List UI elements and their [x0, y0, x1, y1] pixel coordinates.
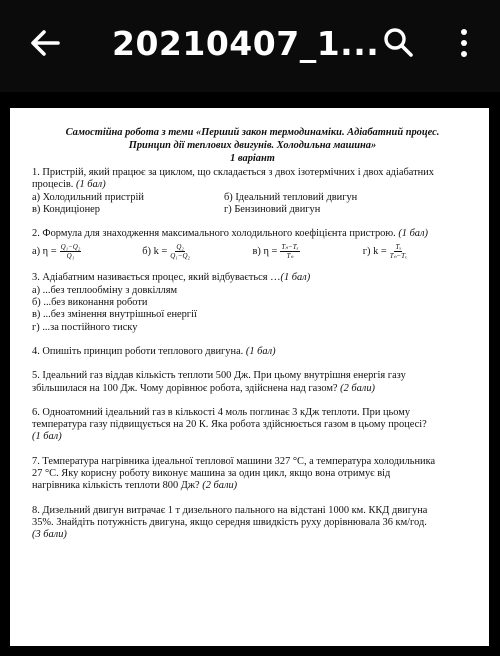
formula-d: г) k = $\frac{\text{Tₓ}}{\text{Tₙ−Tₓ}}$ — [362, 243, 408, 261]
back-arrow-icon[interactable] — [28, 26, 62, 60]
fraction: $\frac{\text{Q₁−Q₂}}{\text{Q₁}}$ — [60, 243, 81, 261]
app-bar — [0, 0, 500, 92]
option-a: а) Холодильний пристрій — [32, 191, 144, 203]
question-7: 7. Температура нагрівника ідеальної теплової машини 327 °С, а температура холодильника 27 °С. Яку корисну роботу виконує машина за один цикл, якщо вона отримує від нагрівника кількість теплоти 800 Дж? (2 бали) — [32, 455, 436, 492]
option-b: б) Ідеальний тепловий двигун — [224, 191, 358, 203]
formula-b: б) k = $\frac{\text{Q₂}}{\text{Q₁−Q₂}}$ — [142, 243, 190, 261]
option-a: а) ...без теплообміну з довкіллям — [32, 284, 178, 296]
option-c: в) ...без змінення внутрішньої енергії — [32, 309, 197, 321]
file-title: 20210407_1... — [112, 24, 380, 63]
formula-a: а) η = $\frac{\text{Q₁−Q₂}}{\text{Q₁}}$ — [32, 243, 81, 261]
option-d: г) ...за постійного тиску — [32, 321, 138, 333]
formula-c: в) η = $\frac{\text{Tₙ−Tₓ}}{\text{Tₙ}}$ — [252, 243, 299, 261]
search-icon[interactable] — [382, 26, 414, 58]
question-5: 5. Ідеальний газ віддав кількість теплоти 500 Дж. При цьому внутрішня енергія газу збільшилася на 100 Дж. Чому дорівнює робота, здійснена над газом? (2 бали) — [32, 370, 406, 394]
question-4: 4. Опишіть принцип роботи теплового двигуна. (1 бал) — [32, 345, 276, 357]
header-title-line1: Самостійна робота з теми «Перший закон термодинаміки. Адіабатний процес. — [65, 127, 440, 138]
document-header — [32, 126, 473, 165]
question-2-options — [32, 243, 473, 260]
fraction: $\frac{\text{Tₓ}}{\text{Tₙ−Tₓ}}$ — [389, 243, 408, 261]
header-variant: 1 варіант — [230, 153, 275, 164]
option-d: г) Бензиновий двигун — [224, 203, 321, 215]
document-page — [10, 108, 489, 646]
fraction: $\frac{\text{Tₙ−Tₓ}}{\text{Tₙ}}$ — [281, 243, 299, 261]
more-vert-icon[interactable] — [458, 28, 470, 58]
question-6: 6. Одноатомний ідеальний газ в кількості 4 моль поглинає 3 кДж теплоти. При цьому температура газу підвищується на 20 К. Яка робота здійснюється газом в цьому процесі? (1 бал) — [32, 406, 427, 443]
question-2: 2. Формула для знаходження максимального холодильного коефіцієнта пристрою. (1 бал) а) η = $\frac{\text{Q₁−Q₂}}{\text{Q₁}}$ б) k = $\frac{\text{Q₂}}{\text{Q₁−Q₂}}$ в) η = $\frac{\text{Tₙ−Tₓ}}{\text{Tₙ}}$ г) k = $\frac{\text{Tₓ}}{\text{Tₙ−Tₓ}}$ — [32, 228, 473, 260]
option-b: б) ...без виконання роботи — [32, 297, 148, 309]
question-8: 8. Дизельний двигун витрачає 1 т дизельного пального на відстані 1000 км. ККД двигуна 35%. Знайдіть потужність двигуна, якщо середня швидкість руху дорівнювала 36 км/год. (3 бали) — [32, 504, 428, 541]
fraction: $\frac{\text{Q₂}}{\text{Q₁−Q₂}}$ — [170, 243, 190, 261]
header-title-line2: Принцип дії теплових двигунів. Холодильна машина» — [128, 140, 377, 151]
question-3: 3. Адіабатним називається процес, який відбувається …(1 бал) а) ...без теплообміну з довкіллям б) ...без виконання роботи в) ...без змінення внутрішньої енергії г) ...за постійного тиску — [32, 272, 473, 333]
question-1: 1. Пристрій, який працює за циклом, що складається з двох ізотермічних і двох адіабатних процесів. (1 бал) а) Холодильний пристрій б) Ідеальний тепловий двигун в) Кондиціонер г) Бензиновий двигун — [32, 167, 473, 216]
option-c: в) Кондиціонер — [32, 203, 100, 215]
question-1-options — [32, 192, 473, 217]
